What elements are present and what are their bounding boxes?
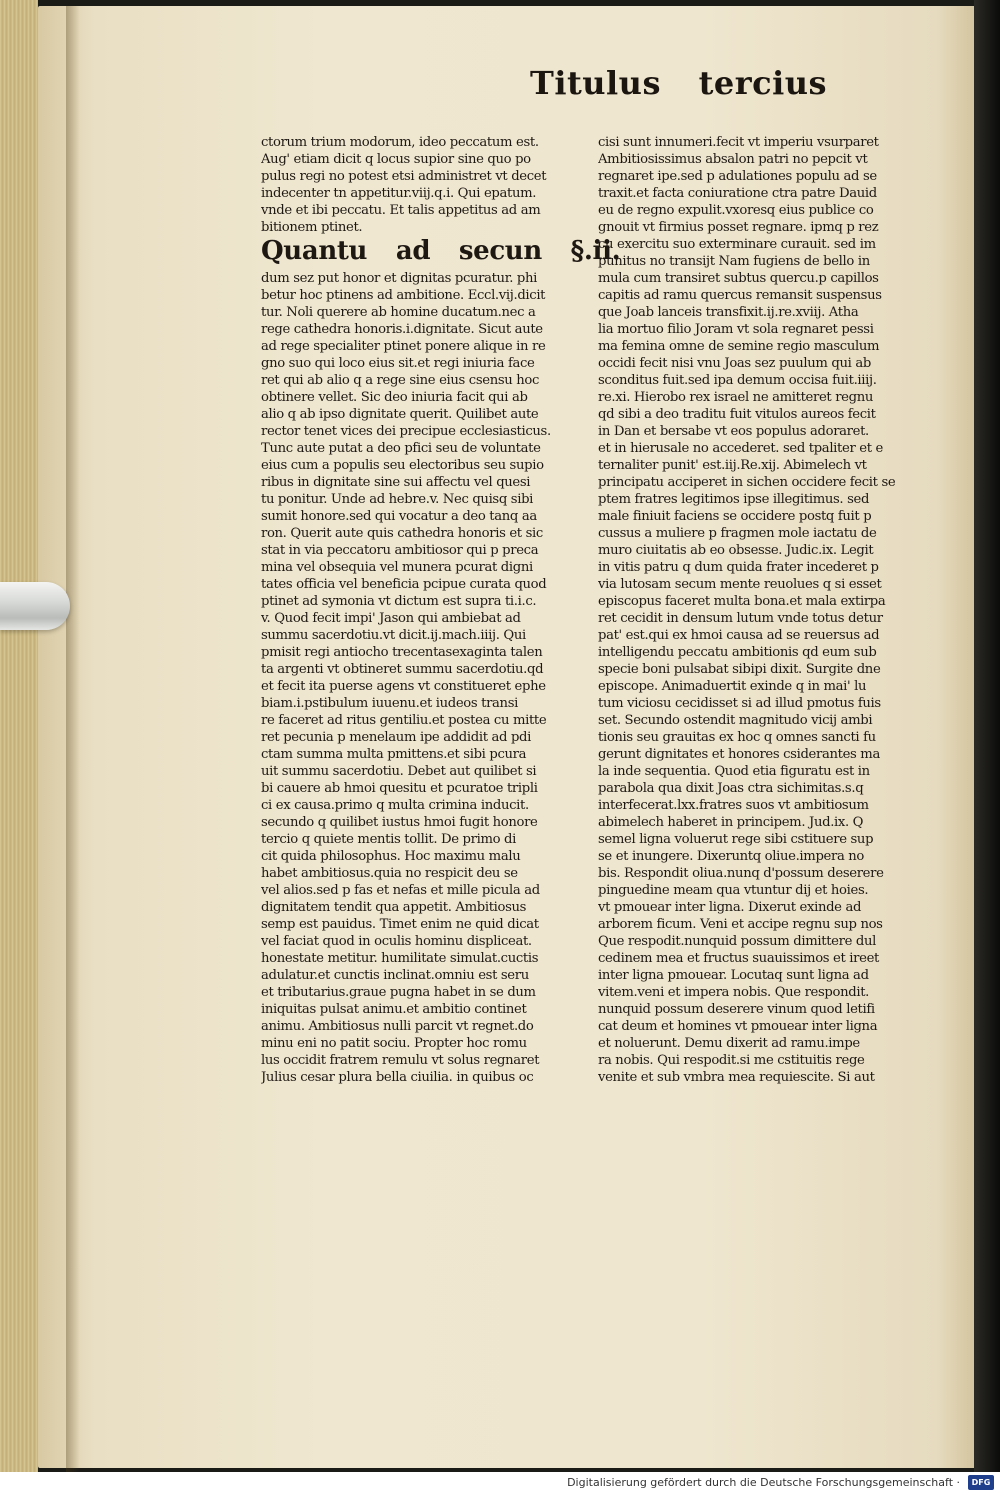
- text-line: mula cum transiret subtus quercu.p capillos: [598, 271, 879, 286]
- text-line: re.xi. Hierobo rex israel ne amitteret regnu: [598, 390, 873, 405]
- text-line: episcopus faceret multa bona.et mala extirpa: [598, 594, 886, 609]
- text-line: tum viciosu cecidisset si ad illud pmotus fuis: [598, 696, 881, 711]
- text-line: ternaliter punit' est.iij.Re.xij. Abimelech vt: [598, 458, 867, 473]
- text-line: pat' est.qui ex hmoi causa ad se reuersus ad: [598, 628, 880, 643]
- left-text-column: [261, 134, 621, 1086]
- text-line: biam.i.pstibulum iuuenu.et iudeos transi: [261, 696, 518, 711]
- text-line: gerunt dignitates et honores csiderantes ma: [598, 747, 880, 762]
- text-line: stat in via peccatoru ambitiosor qui p preca: [261, 543, 539, 558]
- text-line: gno suo qui loco eius sit.et regi iniuria face: [261, 356, 535, 371]
- text-line: betur hoc ptinens ad ambitione. Eccl.vij.dicit: [261, 288, 546, 303]
- text-line: bi cauere ab hmoi quesitu et pcuratoe tripli: [261, 781, 538, 796]
- text-line: dum sez put honor et dignitas pcuratur. phi: [261, 271, 537, 286]
- text-line: minu eni no patit sociu. Propter hoc romu: [261, 1036, 527, 1051]
- page-edges: [0, 0, 38, 1472]
- text-line: tercio q quiete mentis tollit. De primo di: [261, 832, 517, 847]
- text-line: lia mortuo filio Joram vt sola regnaret pessi: [598, 322, 874, 337]
- text-line: Aug' etiam dicit q locus supior sine quo po: [261, 152, 531, 167]
- text-line: specie boni pulsabat sibipi dixit. Surgite dne: [598, 662, 881, 677]
- text-line: vitem.veni et impera nobis. Que respondit.: [598, 985, 869, 1000]
- right-cover-edge: [974, 0, 1000, 1472]
- text-line: rector tenet vices dei precipue ecclesiasticus.: [261, 424, 551, 439]
- text-line: Ambitiosissimus absalon patri no pepcit vt: [598, 152, 868, 167]
- text-line: ad rege specialiter ptinet ponere alique in re: [261, 339, 546, 354]
- text-line: bis. Respondit oliua.nunq d'possum deserere: [598, 866, 884, 881]
- text-line: summu sacerdotiu.vt dicit.ij.mach.iiij. Qui: [261, 628, 526, 643]
- text-line: ma femina omne de semine regio masculum: [598, 339, 880, 354]
- text-line: re faceret ad ritus gentiliu.et postea cu mitte: [261, 713, 547, 728]
- text-line: tu ponitur. Unde ad hebre.v. Nec quisq sibi: [261, 492, 534, 507]
- text-line: ctam summa multa pmittens.et sibi pcura: [261, 747, 527, 762]
- text-line: ret qui ab alio q a rege sine eius csensu hoc: [261, 373, 540, 388]
- text-line: pulus regi no potest etsi administret vt decet: [261, 169, 547, 184]
- text-line: mina vel obsequia vel munera pcurat digni: [261, 560, 533, 575]
- text-line: tionis seu grauitas ex hoc q omnes sancti fu: [598, 730, 876, 745]
- text-line: ra nobis. Qui respodit.si me cstituitis rege: [598, 1053, 865, 1068]
- text-line: male finiuit faciens se occidere postq fuit p: [598, 509, 872, 524]
- text-line: rege cathedra honoris.i.dignitate. Sicut aute: [261, 322, 543, 337]
- text-line: cisi sunt innumeri.fecit vt imperiu vsurparet: [598, 135, 879, 150]
- text-line: animu. Ambitiosus nulli parcit vt regnet.do: [261, 1019, 534, 1034]
- text-line: ribus in dignitate sine sui affectu vel quesi: [261, 475, 531, 490]
- text-line: eius cum a populis seu electoribus seu supio: [261, 458, 544, 473]
- text-line: vnde et ibi peccatu. Et talis appetitus ad am: [261, 203, 541, 218]
- text-line: parabola qua dixit Joas ctra sichimitas.s.q: [598, 781, 864, 796]
- text-line: eu de regno expulit.vxoresq eius publice co: [598, 203, 874, 218]
- text-line: set. Secundo ostendit magnitudo vicij ambi: [598, 713, 873, 728]
- text-line: ret cecidit in densum lutum vnde totus detur: [598, 611, 883, 626]
- text-line: uit summu sacerdotiu. Debet aut quilibet si: [261, 764, 537, 779]
- text-line: pmisit regi antiocho trecentasexaginta talen: [261, 645, 543, 660]
- text-line: muro ciuitatis ab eo obsesse. Judic.ix. Legit: [598, 543, 874, 558]
- right-text-column: [598, 134, 920, 1086]
- text-line: traxit.et facta coniuratione ctra patre Dauid: [598, 186, 877, 201]
- text-line: episcope. Animaduertit exinde q in mai' lu: [598, 679, 867, 694]
- text-line: principatu acciperet in sichen occidere fecit se: [598, 475, 896, 490]
- footer-credit: Digitalisierung gefördert durch die Deutsche Forschungsgemeinschaft ·: [567, 1476, 960, 1489]
- text-line: indecenter tn appetitur.viij.q.i. Qui epatum.: [261, 186, 537, 201]
- text-line: et in hierusale no accederet. sed tpaliter et e: [598, 441, 883, 456]
- text-line: tur. Noli querere ab homine ducatum.nec a: [261, 305, 536, 320]
- text-line: punitus no transijt Nam fugiens de bello in: [598, 254, 870, 269]
- text-line: semp est pauidus. Timet enim ne quid dicat: [261, 917, 539, 932]
- text-line: secundo q quilibet iustus hmoi fugit honore: [261, 815, 538, 830]
- text-line: interfecerat.lxx.fratres suos vt ambitiosum: [598, 798, 869, 813]
- text-line: cussus a muliere p fragmen mole iactatu de: [598, 526, 877, 541]
- text-line: sumit honore.sed qui vocatur a deo tanq aa: [261, 509, 537, 524]
- text-line: Que respodit.nunquid possum dimittere dul: [598, 934, 876, 949]
- page-clamp: [0, 582, 70, 630]
- text-line: vel faciat quod in oculis hominu displiceat.: [261, 934, 532, 949]
- dfg-logo: DFG: [968, 1475, 994, 1490]
- text-line: adulatur.et cunctis inclinat.omniu est seru: [261, 968, 529, 983]
- text-line: intelligendu peccatu ambitionis qd eum sub: [598, 645, 877, 660]
- section-heading: Quantu ad secun §.ii.: [261, 236, 621, 266]
- text-line: vel alios.sed p fas et nefas et mille picula ad: [261, 883, 540, 898]
- text-line: ron. Querit aute quis cathedra honoris et sic: [261, 526, 543, 541]
- text-line: in vitis patru q dum quida frater incederet p: [598, 560, 879, 575]
- text-line: venite et sub vmbra mea requiescite. Si aut: [598, 1070, 875, 1085]
- text-line: ctorum trium modorum, ideo peccatum est.: [261, 135, 539, 150]
- text-line: cu exercitu suo exterminare curauit. sed im: [598, 237, 876, 252]
- text-line: honestate metitur. humilitate simulat.cuctis: [261, 951, 539, 966]
- text-line: regnaret ipe.sed p adulationes populu ad se: [598, 169, 877, 184]
- text-line: inter ligna pmouear. Locutaq sunt ligna ad: [598, 968, 869, 983]
- text-line: et tributarius.graue pugna habet in se dum: [261, 985, 536, 1000]
- text-line: abimelech haberet in principem. Jud.ix. Q: [598, 815, 864, 830]
- text-line: Tunc aute putat a deo pfici seu de voluntate: [261, 441, 541, 456]
- text-line: cat deum et homines vt pmouear inter ligna: [598, 1019, 878, 1034]
- text-line: tates officia vel beneficia pcipue curata quod: [261, 577, 547, 592]
- text-line: bitionem ptinet.: [261, 220, 363, 235]
- text-line: la inde sequentia. Quod etia figuratu est in: [598, 764, 870, 779]
- page-title: Titulus tercius: [530, 64, 828, 102]
- text-line: alio q ab ipso dignitate querit. Quilibet aute: [261, 407, 539, 422]
- text-line: semel ligna voluerut rege sibi cstituere sup: [598, 832, 874, 847]
- text-line: via lutosam secum mente reuolues q si esset: [598, 577, 882, 592]
- text-line: cit quida philosophus. Hoc maximu malu: [261, 849, 521, 864]
- text-line: et noluerunt. Demu dixerit ad ramu.impe: [598, 1036, 860, 1051]
- text-line: ta argenti vt obtineret summu sacerdotiu.qd: [261, 662, 544, 677]
- text-line: nunquid possum deserere vinum quod letifi: [598, 1002, 875, 1017]
- footer-bar: [0, 1472, 1000, 1494]
- text-line: dignitatem tendit qua appetit. Ambitiosus: [261, 900, 527, 915]
- text-line: ret pecunia p menelaum ipe addidit ad pdi: [261, 730, 532, 745]
- text-line: et fecit ita puerse agens vt constitueret ephe: [261, 679, 546, 694]
- text-line: habet ambitiosus.quia no respicit deu se: [261, 866, 518, 881]
- text-line: qd sibi a deo traditu fuit vitulos aureos fecit: [598, 407, 876, 422]
- text-line: lus occidit fratrem remulu vt solus regnaret: [261, 1053, 540, 1068]
- text-line: in Dan et bersabe vt eos populus adoraret.: [598, 424, 869, 439]
- text-line: iniquitas pulsat animu.et ambitio continet: [261, 1002, 527, 1017]
- text-line: ptinet ad symonia vt dictum est supra ti.i.c.: [261, 594, 537, 609]
- gutter-shadow: [66, 6, 80, 1472]
- text-line: pinguedine meam qua vtuntur dij et hoies.: [598, 883, 869, 898]
- text-line: que Joab lanceis transfixit.ij.re.xviij. Atha: [598, 305, 859, 320]
- text-line: cedinem mea et fructus suauissimos et ireet: [598, 951, 879, 966]
- text-line: ptem fratres legitimos ipse illegitimus. sed: [598, 492, 870, 507]
- text-line: capitis ad ramu quercus remansit suspensus: [598, 288, 882, 303]
- text-line: ci ex causa.primo q multa crimina inducit.: [261, 798, 529, 813]
- text-line: v. Quod fecit impi' Jason qui ambiebat ad: [261, 611, 521, 626]
- text-line: se et inungere. Dixeruntq oliue.impera no: [598, 849, 865, 864]
- text-line: obtinere vellet. Sic deo iniuria facit qui ab: [261, 390, 528, 405]
- text-line: Julius cesar plura bella ciuilia. in quibus oc: [261, 1070, 534, 1085]
- text-line: occidi fecit nisi vnu Joas sez puulum qui ab: [598, 356, 871, 371]
- text-line: vt pmouear inter ligna. Dixerut exinde ad: [598, 900, 862, 915]
- text-line: sconditus fuit.sed ipa demum occisa fuit.iiij.: [598, 373, 877, 388]
- text-line: gnouit vt firmius posset regnare. ipmq p rez: [598, 220, 879, 235]
- text-line: arborem ficum. Veni et accipe regnu sup nos: [598, 917, 883, 932]
